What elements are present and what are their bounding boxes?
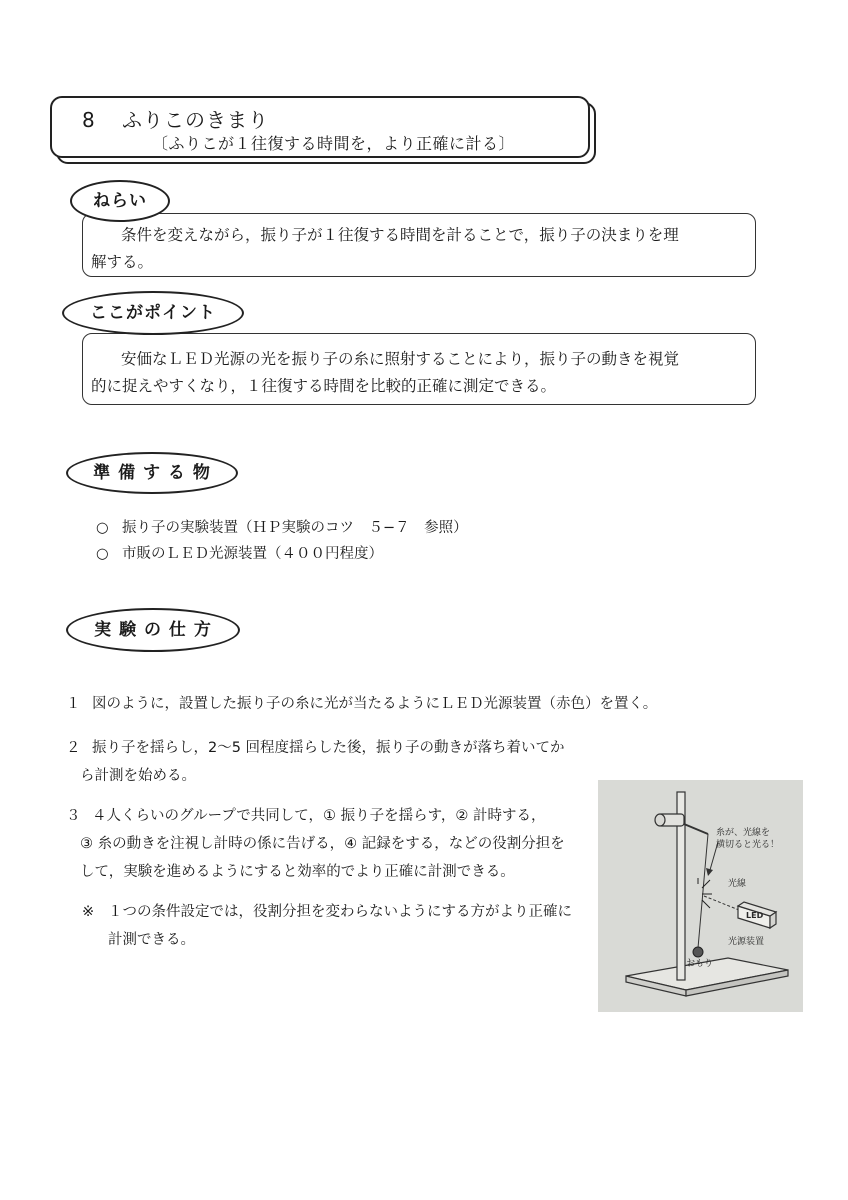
point-label: ここがポイント: [62, 291, 244, 335]
pendulum-illustration: [598, 780, 803, 1012]
method-label: 実 験 の 仕 方: [66, 608, 240, 652]
point-text-line-1: 安価なＬＥＤ光源の光を振り子の糸に照射することにより，振り子の動きを視覚: [121, 350, 680, 368]
aim-text-line-2: 解する。: [91, 253, 154, 271]
method-step-1: １ 図のように，設置した振り子の糸に光が当たるようにＬＥＤ光源装置（赤色）を置く。: [66, 696, 658, 712]
page-subtitle: 〔ふりこが１往復する時間を，より正確に計る〕: [152, 134, 516, 153]
section-title: ふりこのきまり: [122, 108, 269, 132]
materials-item: ○ 振り子の実験装置（ＨＰ実験のコツ ５−７ 参照）: [96, 520, 468, 536]
method-note: ※ １つの条件設定では，役割分担を変わらないようにする方がより正確に 計測できる。: [82, 904, 572, 948]
title-box: [50, 96, 590, 158]
figure-weight-label: おもり: [686, 959, 714, 969]
aim-text-line-1: 条件を変えながら，振り子が１往復する時間を計ることで，振り子の決まりを理: [121, 226, 679, 244]
method-step-2: ２ 振り子を揺らし，2〜5 回程度揺らした後，振り子の動きが落ち着いてか ら計測を始める。: [66, 740, 565, 784]
aim-box: [82, 213, 756, 277]
point-text-line-2: 的に捉えやすくなり，１往復する時間を比較的正確に測定できる。: [91, 377, 557, 395]
figure-light-beam-label: 光線: [728, 879, 747, 889]
figure-callout-line-2: 横切ると光る！: [716, 840, 780, 850]
figure-light-device-label: 光源装置: [728, 937, 765, 947]
figure-callout-line-1: 糸が、光線を: [716, 828, 771, 838]
page-title: [82, 104, 269, 133]
section-number: 8: [82, 108, 96, 132]
materials-item: ○ 市販のＬＥＤ光源装置（４００円程度）: [96, 546, 383, 562]
method-step-3: ３ ４人くらいのグループで共同して，① 振り子を揺らす，② 計時する， ③ 糸の動きを注視し計時の係に告げる，④ 記録をする，などの役割分担を して，実験を進めるようにすると効率的でより正確に計測できる。: [66, 808, 565, 880]
figure-led-label: LED: [746, 911, 764, 920]
aim-label: ねらい: [70, 180, 170, 222]
materials-label: 準 備 す る 物: [66, 452, 238, 494]
pendulum-figure: [598, 780, 803, 1012]
point-box: [82, 333, 756, 405]
